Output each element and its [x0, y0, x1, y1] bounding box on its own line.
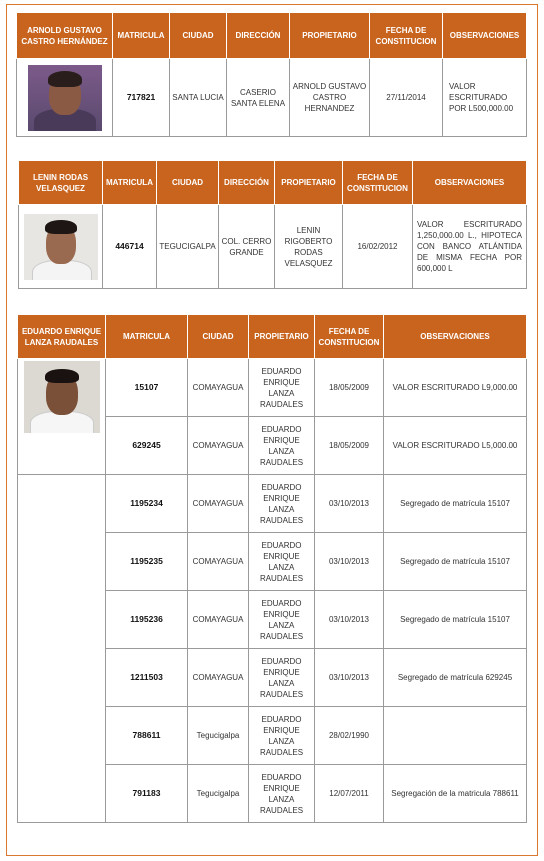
col-observaciones: OBSERVACIONES [384, 315, 527, 359]
matricula-cell: 15107 [106, 359, 188, 417]
matricula-cell: 446714 [103, 205, 157, 289]
propietario-cell: ARNOLD GUSTAVO CASTRO HERNANDEZ [290, 59, 370, 137]
photo-cell [18, 359, 106, 475]
ciudad-cell: COMAYAGUA [188, 591, 249, 649]
direccion-cell: COL. CERRO GRANDE [219, 205, 275, 289]
propietario-cell: EDUARDO ENRIQUE LANZA RAUDALES [249, 707, 315, 765]
owner-photo [28, 65, 102, 131]
col-observaciones: OBSERVACIONES [443, 13, 527, 59]
col-ciudad: CIUDAD [188, 315, 249, 359]
table-row [18, 359, 527, 417]
fecha-cell: 03/10/2013 [315, 591, 384, 649]
owner-photo [24, 361, 100, 433]
matricula-cell: 629245 [106, 417, 188, 475]
matricula-cell: 1211503 [106, 649, 188, 707]
observaciones-cell: Segregado de matrícula 15107 [384, 475, 527, 533]
observaciones-cell: Segregado de matrícula 629245 [384, 649, 527, 707]
property-table-2 [18, 160, 527, 289]
ciudad-cell: Tegucigalpa [188, 707, 249, 765]
table-row [18, 475, 527, 533]
property-table-1 [16, 12, 527, 137]
col-fecha: FECHA DE CONSTITUCION [370, 13, 443, 59]
owner-photo [24, 214, 98, 280]
propietario-cell: EDUARDO ENRIQUE LANZA RAUDALES [249, 359, 315, 417]
observaciones-cell: VALOR ESCRITURADO 1,250,000.00 L., HIPOTECA CON BANCO ATLÁNTIDA DE MISMA FECHA POR 600,000 L [413, 205, 527, 289]
ciudad-cell: Tegucigalpa [188, 765, 249, 823]
ciudad-cell: SANTA LUCIA [170, 59, 227, 137]
fecha-cell: 18/05/2009 [315, 359, 384, 417]
propietario-cell: LENIN RIGOBERTO RODAS VELASQUEZ [275, 205, 343, 289]
fecha-cell: 03/10/2013 [315, 649, 384, 707]
property-table-3 [17, 314, 527, 823]
propietario-cell: EDUARDO ENRIQUE LANZA RAUDALES [249, 649, 315, 707]
fecha-cell: 28/02/1990 [315, 707, 384, 765]
observaciones-cell: VALOR ESCRITURADO L5,000.00 [384, 417, 527, 475]
matricula-cell: 1195234 [106, 475, 188, 533]
propietario-cell: EDUARDO ENRIQUE LANZA RAUDALES [249, 475, 315, 533]
ciudad-cell: COMAYAGUA [188, 649, 249, 707]
col-direccion: DIRECCIÓN [227, 13, 290, 59]
fecha-cell: 18/05/2009 [315, 417, 384, 475]
observaciones-cell [384, 707, 527, 765]
matricula-cell: 791183 [106, 765, 188, 823]
observaciones-cell: VALOR ESCRITURADO L9,000.00 [384, 359, 527, 417]
col-ciudad: CIUDAD [170, 13, 227, 59]
col-propietario: PROPIETARIO [275, 161, 343, 205]
col-matricula: MATRICULA [113, 13, 170, 59]
col-observaciones: OBSERVACIONES [413, 161, 527, 205]
observaciones-cell: Segregación de la matricula 788611 [384, 765, 527, 823]
propietario-cell: EDUARDO ENRIQUE LANZA RAUDALES [249, 417, 315, 475]
fecha-cell: 03/10/2013 [315, 475, 384, 533]
photo-cell [17, 59, 113, 137]
ciudad-cell: COMAYAGUA [188, 533, 249, 591]
table-row [19, 205, 527, 289]
ciudad-cell: COMAYAGUA [188, 417, 249, 475]
col-matricula: MATRICULA [103, 161, 157, 205]
owner-header: LENIN RODAS VELASQUEZ [19, 161, 103, 205]
col-ciudad: CIUDAD [157, 161, 219, 205]
owner-header: ARNOLD GUSTAVO CASTRO HERNÁNDEZ [17, 13, 113, 59]
col-fecha: FECHA DE CONSTITUCION [315, 315, 384, 359]
col-fecha: FECHA DE CONSTITUCION [343, 161, 413, 205]
photo-cell [19, 205, 103, 289]
propietario-cell: EDUARDO ENRIQUE LANZA RAUDALES [249, 591, 315, 649]
fecha-cell: 27/11/2014 [370, 59, 443, 137]
owner-header: EDUARDO ENRIQUE LANZA RAUDALES [18, 315, 106, 359]
fecha-cell: 03/10/2013 [315, 533, 384, 591]
matricula-cell: 1195236 [106, 591, 188, 649]
fecha-cell: 16/02/2012 [343, 205, 413, 289]
matricula-cell: 788611 [106, 707, 188, 765]
observaciones-cell: Segregado de matrícula 15107 [384, 591, 527, 649]
col-matricula: MATRICULA [106, 315, 188, 359]
col-direccion: DIRECCIÓN [219, 161, 275, 205]
ciudad-cell: TEGUCIGALPA [157, 205, 219, 289]
empty-photo-cell [18, 475, 106, 823]
observaciones-cell: VALOR ESCRITURADO POR L500,000.00 [443, 59, 527, 137]
col-propietario: PROPIETARIO [290, 13, 370, 59]
propietario-cell: EDUARDO ENRIQUE LANZA RAUDALES [249, 765, 315, 823]
observaciones-cell: Segregado de matrícula 15107 [384, 533, 527, 591]
table-row [17, 59, 527, 137]
propietario-cell: EDUARDO ENRIQUE LANZA RAUDALES [249, 533, 315, 591]
ciudad-cell: COMAYAGUA [188, 475, 249, 533]
matricula-cell: 717821 [113, 59, 170, 137]
fecha-cell: 12/07/2011 [315, 765, 384, 823]
col-propietario: PROPIETARIO [249, 315, 315, 359]
ciudad-cell: COMAYAGUA [188, 359, 249, 417]
direccion-cell: CASERIO SANTA ELENA [227, 59, 290, 137]
matricula-cell: 1195235 [106, 533, 188, 591]
